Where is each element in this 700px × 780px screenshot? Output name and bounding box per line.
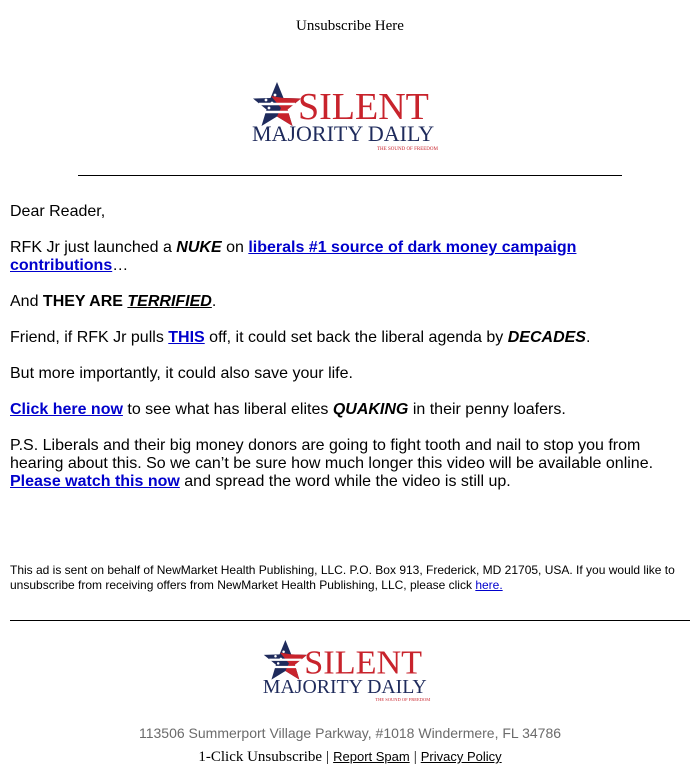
separator: | [413, 749, 417, 765]
paragraph-3: Friend, if RFK Jr pulls THIS off, it could set back the liberal agenda by DECADES. [10, 329, 591, 346]
silent-majority-daily-logo-footer [262, 640, 442, 703]
star-flag-icon [253, 82, 301, 126]
footer-divider [10, 620, 690, 621]
dark-money-link[interactable]: liberals #1 source of dark money campaign contributions [10, 239, 577, 274]
paragraph-5: Click here now to see what has liberal elites QUAKING in their penny loafers. [10, 401, 566, 418]
report-spam-link[interactable]: Report Spam [333, 749, 410, 764]
paragraph-4: But more importantly, it could also save your life. [10, 365, 353, 382]
paragraph-2: And THEY ARE TERRIFIED. [10, 293, 217, 310]
logo-tagline: THE SOUND OF FREEDOM [375, 697, 431, 703]
paragraph-ps: P.S. Liberals and their big money donors are going to fight tooth and nail to stop you from hearing about this. So we can’t be sure how much longer this video will be available online. Please watch this now and spread the word while the video is still up. [10, 437, 654, 490]
click-here-now-link[interactable]: Click here now [10, 401, 123, 418]
mailing-address: 113506 Summerport Village Parkway, #1018 Windermere, FL 34786 [138, 725, 562, 741]
logo-word-majority-daily: MAJORITY DAILY [262, 676, 427, 699]
separator: | [326, 749, 330, 765]
footer-links [0, 749, 700, 766]
star-flag-icon [264, 640, 307, 680]
disclaimer-unsubscribe-link[interactable]: here. [475, 578, 503, 592]
logo-word-silent: SILENT [304, 644, 423, 682]
one-click-unsubscribe-link[interactable]: 1-Click Unsubscribe [198, 749, 323, 765]
greeting: Dear Reader, [10, 203, 106, 220]
unsubscribe-link[interactable]: Unsubscribe Here [296, 18, 404, 34]
silent-majority-daily-logo [251, 82, 451, 152]
disclaimer: This ad is sent on behalf of NewMarket Health Publishing, LLC. P.O. Box 913, Frederick, MD 21705, USA. If you would like to unsubscribe from receiving offers from NewMarket Health Publishing, LLC, please click here. [10, 563, 675, 592]
paragraph-1: RFK Jr just launched a NUKE on liberals #1 source of dark money campaign contributions… [10, 239, 577, 274]
email-body [10, 203, 660, 509]
header-divider [78, 175, 622, 176]
privacy-policy-link[interactable]: Privacy Policy [420, 749, 502, 764]
logo-tagline: THE SOUND OF FREEDOM [377, 147, 438, 152]
this-link[interactable]: THIS [168, 329, 205, 346]
logo-word-silent: SILENT [298, 86, 429, 128]
logo-word-majority-daily: MAJORITY DAILY [252, 121, 435, 146]
please-watch-link[interactable]: Please watch this now [10, 473, 180, 490]
